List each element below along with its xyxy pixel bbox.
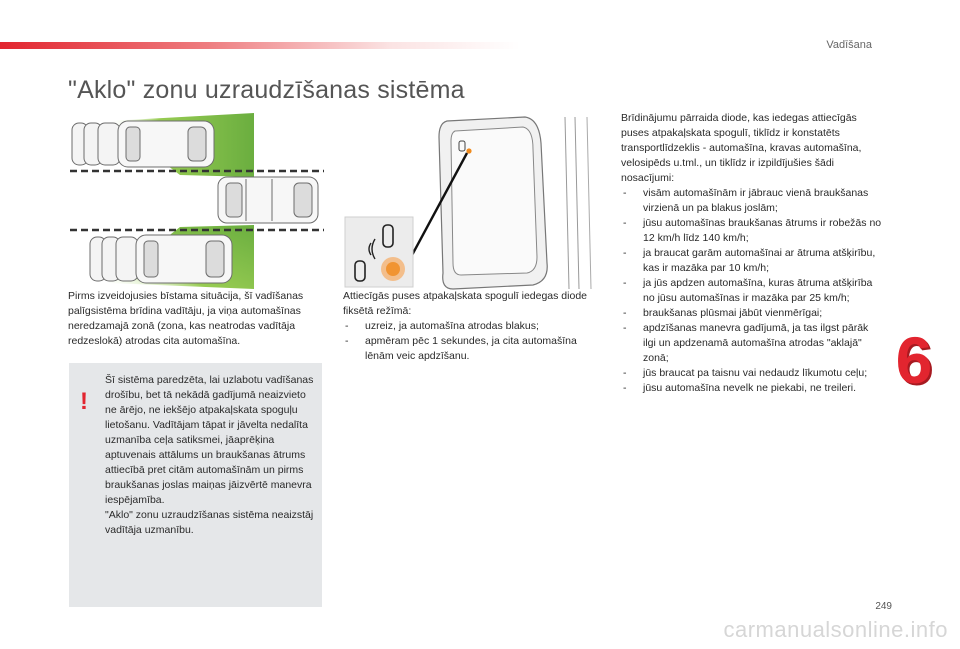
mirror-led [466, 148, 471, 153]
conditions-list [621, 186, 883, 396]
mirror-lead: Attiecīgās puses atpakaļskata spogulī iedegas diode fiksētā režīmā: [343, 290, 587, 317]
list-item: - apmēram pēc 1 sekundes, ja cita automašīna lēnām veic apdzīšanu. [343, 334, 599, 364]
list-item: - visām automašīnām ir jābrauc vienā braukšanas virzienā un pa blakus joslām; [621, 186, 883, 216]
list-item: - jūsu automašīna nevelk ne piekabi, ne treileri. [621, 381, 883, 396]
warning-box [69, 363, 322, 607]
list-item: - jūs braucat pa taisnu vai nedaudz līkumotu ceļu; [621, 366, 883, 381]
warning-text [105, 373, 317, 538]
watermark: carmanualsonline.info [723, 617, 948, 642]
list-item: - ja braucat garām automašīnai ar ātruma atšķirību, kas ir mazāka par 10 km/h; [621, 246, 883, 276]
warning-line: "Aklo" zonu uzraudzīšanas sistēma neaizstāj vadītāja uzmanību. [105, 509, 314, 536]
list-item: - ja jūs apdzen automašīna, kuras ātruma atšķirība no jūsu automašīnas ir mazāka par 25 km/h; [621, 276, 883, 306]
chapter-number: 6 [895, 323, 933, 397]
warning-line: Šī sistēma paredzēta, lai uzlabotu vadīšanas drošību, bet tā nekādā gadījumā neaizvieto ne ārējo, ne iekšējo atpakaļskata spoguļu lietošanu. Vadītājam tāpat ir jāvelta nedalīta uzmanība ceļa satiksmei, jāaprēķina aptuvenais attālums un braukšanas ātrums attiecībā pret citām automašīnām un pirms braukšanas joslas maiņas jāizvērtē manevra iespējamība. [105, 374, 314, 506]
intro-text: Pirms izveidojusies bīstama situācija, šī vadīšanas palīgsistēma brīdina vadītāju, ja viņa automašīnas neredzamajā zonā (zona, kas neatrodas vadītāja redzeslokā) atrodas cita automašīna. [68, 290, 304, 347]
blind-spot-lanes-illustration [68, 113, 326, 290]
mirror-led-paragraph [343, 289, 599, 364]
conditions-paragraph [621, 111, 883, 396]
mirror-list [343, 319, 599, 364]
intro-paragraph [68, 289, 326, 349]
list-item: - uzreiz, ja automašīna atrodas blakus; [343, 319, 599, 334]
car-own [218, 177, 318, 223]
exclamation-icon: ! [80, 388, 88, 415]
list-item: - jūsu automašīnas braukšanas ātrums ir robežās no 12 km/h līdz 140 km/h; [621, 216, 883, 246]
header-accent-bar [0, 42, 520, 49]
list-item: - apdzīšanas manevra gadījumā, ja tas ilgst pārāk ilgi un apdzenamā automašīna atrodas "aklajā" zonā; [621, 321, 883, 366]
mirror-led-illustration [343, 113, 599, 290]
section-label: Vadīšana [826, 39, 872, 51]
car-bottom [90, 235, 232, 283]
page-number: 249 [875, 601, 892, 612]
page-title: "Aklo" zonu uzraudzīšanas sistēma [68, 76, 465, 104]
car-top [72, 121, 214, 167]
list-item: - braukšanas plūsmai jābūt vienmērīgai; [621, 306, 883, 321]
conditions-lead: Brīdinājumu pārraida diode, kas iedegas attiecīgās puses atpakaļskata spogulī, tiklīdz ir konstatēts transportlīdzeklis - automašīna, kravas automašīna, velosipēds u.tml., un tiklīdz ir izpildījušies šādi nosacījumi: [621, 112, 862, 184]
